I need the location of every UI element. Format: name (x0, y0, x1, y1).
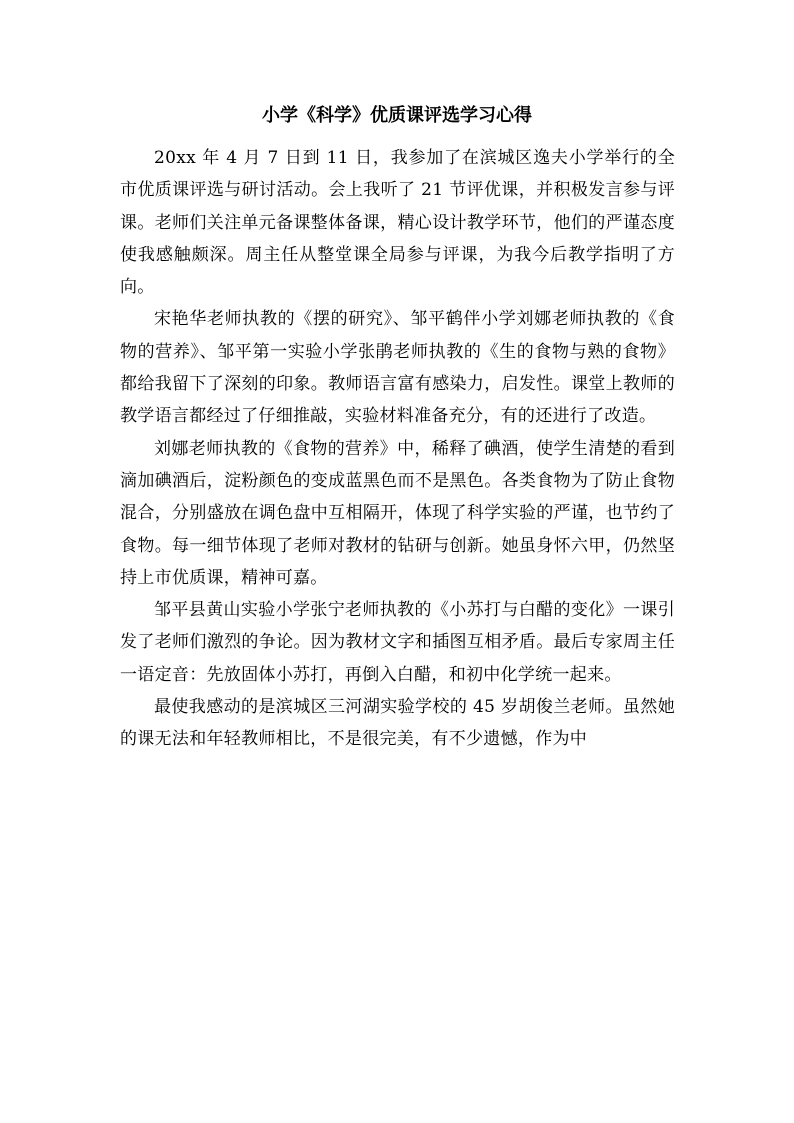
paragraph-4: 邹平县黄山实验小学张宁老师执教的《小苏打与白醋的变化》一课引发了老师们激烈的争论。因为教材文字和插图互相矛盾。最后专家周主任一语定音：先放固体小苏打，再倒入白醋，和初中化学统一起来。 (120, 600, 675, 685)
paragraph-2: 宋艳华老师执教的《摆的研究》、邹平鹤伴小学刘娜老师执教的《食物的营养》、邹平第一实验小学张鹃老师执教的《生的食物与熟的食物》都给我留下了深刻的印象。教师语言富有感染力，启发性。课堂上教师的教学语言都经过了仔细推敲，实验材料准备充分，有的还进行了改造。 (120, 309, 675, 427)
paragraph-3: 刘娜老师执教的《食物的营养》中，稀释了碘酒，使学生清楚的看到滴加碘酒后，淀粉颜色的变成蓝黑色而不是黑色。各类食物为了防止食物混合，分别盛放在调色盘中互相隔开，体现了科学实验的严谨，也节约了食物。每一细节体现了老师对教材的钻研与创新。她虽身怀六甲，仍然坚持上市优质课，精神可嘉。 (120, 438, 675, 588)
paragraph-1: 20xx 年 4 月 7 日到 11 日，我参加了在滨城区逸夫小学举行的全市优质课评选与研讨活动。会上我听了 21 节评优课，并积极发言参与评课。老师们关注单元备课整体备课，精心设计教学环节，他们的严谨态度使我感触颇深。周主任从整堂课全局参与评课，为我今后教学指明了方向。 (120, 148, 675, 298)
paragraph-5: 最使我感动的是滨城区三河湖实验学校的 45 岁胡俊兰老师。虽然她的课无法和年轻教师相比，不是很完美，有不少遗憾，作为中 (120, 697, 675, 750)
document-body (120, 142, 675, 756)
document-title: 小学《科学》优质课评选学习心得 (262, 105, 532, 126)
